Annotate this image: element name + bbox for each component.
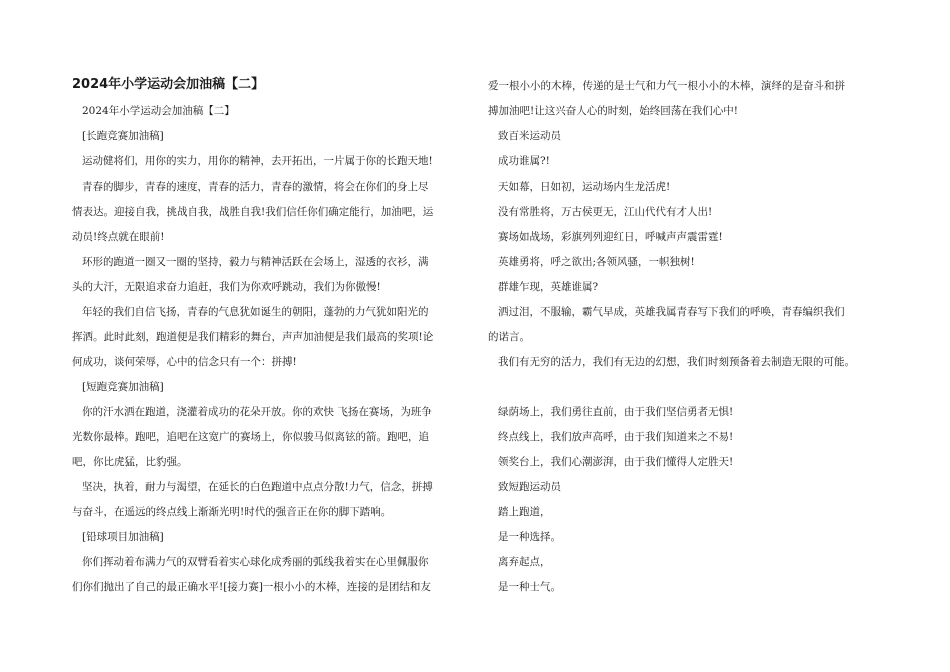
paragraph-line: 青春的脚步，青春的速度，青春的活力，青春的激情，将会在你们的身上尽	[82, 181, 429, 193]
poem-line: 踏上跑道，	[498, 506, 551, 518]
paragraph-line: 头的大汗，无限追求奋力追赶，我们为你欢呼跳动，我们为你傲慢!	[72, 281, 381, 293]
paragraph-line: 与奋斗，在遥远的终点线上渐渐光明!时代的强音正在你的脚下踏响。	[72, 506, 392, 518]
paragraph-line: 赛场如战场，彩旗列列迎红日，呼喊声声震雷霆!	[498, 231, 723, 243]
paragraph-line: 没有常胜将，万古侯更无，江山代代有才人出!	[498, 206, 713, 218]
paragraph-line: 运动健将们，用你的实力，用你的精神，去开拓出，一片属于你的长跑天地!	[82, 155, 433, 167]
section-heading-long-run: [长跑竞赛加油稿]	[82, 130, 164, 142]
poem-line: 是一种士气。	[498, 581, 561, 593]
section-heading-sprint: [短跑竞赛加油稿]	[82, 381, 164, 393]
paragraph-line: 你们挥动着布满力气的双臂看着实心球化成秀丽的弧线我着实在心里佩服你	[82, 556, 429, 568]
poem-line: 是一种选择。	[498, 531, 561, 543]
paragraph-line: 挥洒。此时此刻，跑道便是我们精彩的舞台，声声加油便是我们最高的奖项!论	[72, 331, 434, 343]
paragraph-line: 吧，你比虎猛，比豹强。	[72, 456, 188, 468]
paragraph-line: 爱一根小小的木棒，传递的是士气和力气一根小小的木棒，演绎的是奋斗和拼	[488, 80, 845, 92]
paragraph-line: 你的汗水洒在跑道，浇灌着成功的花朵开放。你的欢快 飞扬在赛场，为班争	[82, 406, 432, 418]
paragraph-line: 成功谁属?!	[498, 155, 550, 167]
subtitle-line: 2024年小学运动会加油稿【二】	[82, 105, 235, 117]
paragraph-line: 年轻的我们自信飞扬，青春的气息犹如诞生的朝阳，蓬勃的力气犹如阳光的	[82, 306, 429, 318]
paragraph-line: 绿荫场上，我们勇往直前，由于我们坚信勇者无惧!	[498, 406, 734, 418]
section-heading-sprinter: 致短跑运动员	[498, 481, 561, 493]
poem-line: 离弃起点，	[498, 556, 551, 568]
paragraph-line: 的诺言。	[488, 331, 530, 343]
paragraph-line: 英雄勇将，呼之欲出;各领风骚，一帜独树!	[498, 256, 695, 268]
section-heading-shot-put: [铅球项目加油稿]	[82, 531, 164, 543]
paragraph-line: 们你们抛出了自己的最正确水平![接力赛]一根小小的木棒，连接的是团结和友	[72, 581, 431, 593]
paragraph-line: 终点线上，我们放声高呼，由于我们知道来之不易!	[498, 431, 734, 443]
document-title: 2024年小学运动会加油稿【二】	[72, 77, 265, 92]
paragraph-line: 环形的跑道一圈又一圈的坚持，毅力与精神活跃在会场上，湿透的衣衫，满	[82, 256, 429, 268]
paragraph-line: 动员!终点就在眼前!	[72, 231, 165, 243]
paragraph-line: 我们有无穷的活力，我们有无边的幻想，我们时刻预备着去制造无限的可能。	[498, 356, 855, 368]
paragraph-line: 何成功，谈何荣辱，心中的信念只有一个：拼搏!	[72, 356, 297, 368]
paragraph-line: 坚决，执着，耐力与渴望，在延长的白色跑道中点点分散!力气，信念，拼搏	[82, 481, 433, 493]
paragraph-line: 天如幕，日如初，运动场内生龙活虎!	[498, 181, 671, 193]
paragraph-line: 情表达。迎接自我，挑战自我，战胜自我!我们信任你们确定能行，加油吧，运	[72, 206, 434, 218]
paragraph-line: 领奖台上，我们心潮澎湃，由于我们懂得人定胜天!	[498, 456, 734, 468]
section-heading-100m: 致百米运动员	[498, 130, 561, 142]
paragraph-line: 群雄乍现，英雄谁属?	[498, 281, 599, 293]
paragraph-line: 搏加油吧!让这兴奋人心的时刻，始终回荡在我们心中!	[488, 105, 738, 117]
paragraph-line: 洒过泪，不服输，霸气早成，英雄我属青春写下我们的呼唤，青春编织我们	[498, 306, 845, 318]
paragraph-line: 光数你最棒。跑吧，追吧在这宽广的赛场上，你似骏马似离铉的箭。跑吧，追	[72, 431, 429, 443]
